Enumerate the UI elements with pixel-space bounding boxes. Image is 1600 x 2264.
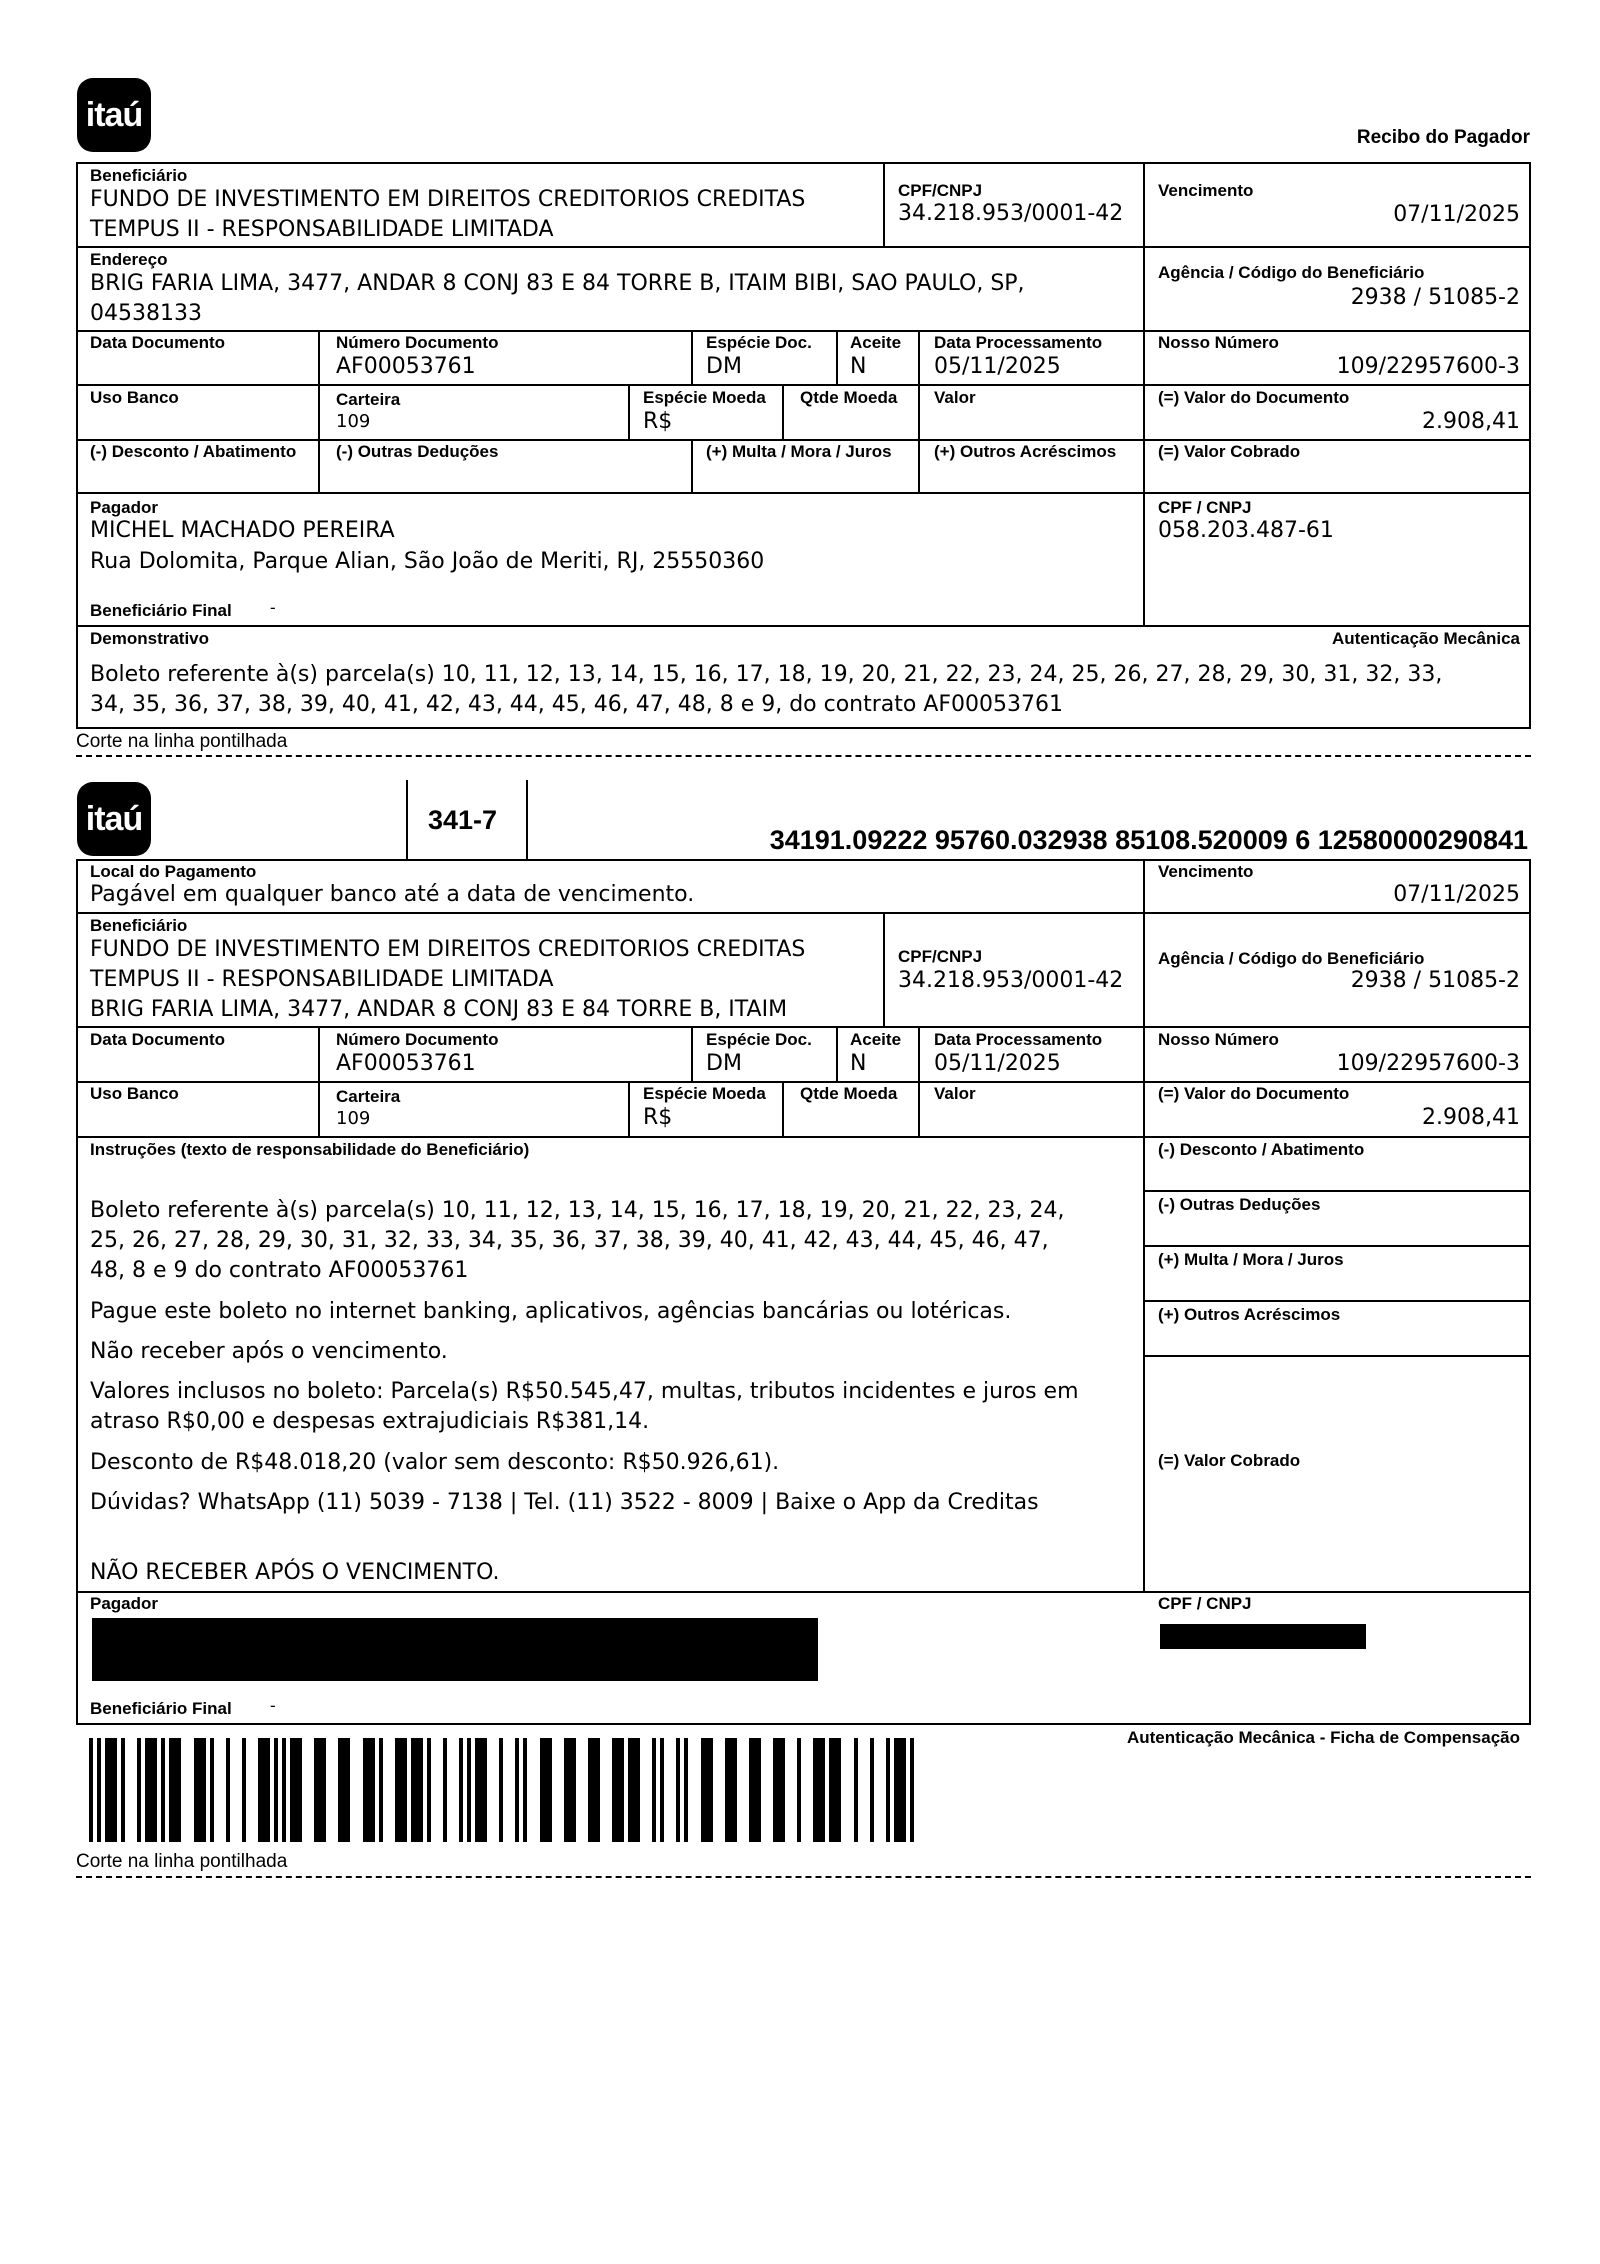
receipt-cnpj: 34.218.953/0001-42 (898, 201, 1124, 226)
receipt-data-proc-label: Data Processamento (934, 333, 1103, 352)
slip-benef-final-label: Beneficiário Final (90, 1699, 232, 1718)
receipt-valor-cobrado-label: (=) Valor Cobrado (1158, 442, 1301, 461)
receipt-carteira-label: Carteira (336, 390, 401, 409)
slip-vencimento-label: Vencimento (1158, 862, 1254, 881)
receipt-vencimento-label: Vencimento (1158, 181, 1254, 200)
barcode-bar (858, 1738, 870, 1842)
slip-data-proc: 05/11/2025 (934, 1051, 1061, 1076)
receipt-nosso-num: 109/22957600-3 (1336, 354, 1520, 379)
slip-local: Pagável em qualquer banco até a data de vencimento. (90, 882, 695, 907)
barcode-bar (487, 1738, 499, 1842)
slip-nosso-num-label: Nosso Número (1158, 1030, 1279, 1049)
barcode-bar (540, 1738, 552, 1842)
slip-outras-ded-label: (-) Outras Deduções (1158, 1195, 1321, 1214)
receipt-pagador-nome: MICHEL MACHADO PEREIRA (90, 518, 395, 543)
receipt-outras-ded-label: (-) Outras Deduções (336, 442, 499, 461)
slip-instrucoes-label: Instruções (texto de responsabilidade do Beneficiário) (90, 1140, 530, 1159)
barcode-bar (169, 1738, 181, 1842)
slip-instr-valores-line-1: Valores inclusos no boleto: Parcela(s) R$50.545,47, multas, tributos incidentes e juros em (90, 1379, 1079, 1404)
receipt-outros-acr-label: (+) Outros Acréscimos (934, 442, 1117, 461)
slip-linha-digitavel: 34191.09222 95760.032938 85108.520009 6 12580000290841 (769, 825, 1528, 855)
receipt-especie-doc: DM (706, 354, 742, 379)
slip-especie-moeda-label: Espécie Moeda (643, 1084, 766, 1103)
receipt-carteira: 109 (336, 411, 371, 432)
slip-beneficiario-line-2: TEMPUS II - RESPONSABILIDADE LIMITADA (90, 967, 554, 992)
slip-num-doc-label: Número Documento (336, 1030, 499, 1049)
receipt-agencia-label: Agência / Código do Beneficiário (1158, 263, 1425, 282)
receipt-especie-moeda: R$ (643, 409, 673, 434)
cpf-redaction (1160, 1624, 1366, 1649)
barcode-bar (829, 1738, 841, 1842)
slip-instr-parcelas-line-1: Boleto referente à(s) parcela(s) 10, 11, 12, 13, 14, 15, 16, 17, 18, 19, 20, 21, 22, 23, 24, (90, 1198, 1065, 1223)
barcode-bar (145, 1738, 157, 1842)
barcode-bar (125, 1738, 137, 1842)
barcode-bar (664, 1738, 676, 1842)
slip-beneficiario-line-1: FUNDO DE INVESTIMENTO EM DIREITOS CREDITORIOS CREDITAS (90, 937, 806, 962)
slip-outros-acr-label: (+) Outros Acréscimos (1158, 1305, 1341, 1324)
barcode-bar (475, 1738, 487, 1842)
slip-data-doc-label: Data Documento (90, 1030, 226, 1049)
receipt-cpf: 058.203.487-61 (1158, 518, 1334, 543)
receipt-endereco-line-1: BRIG FARIA LIMA, 3477, ANDAR 8 CONJ 83 E 84 TORRE B, ITAIM BIBI, SAO PAULO, SP, (90, 271, 1025, 296)
barcode-bar (910, 1738, 914, 1842)
receipt-data-proc: 05/11/2025 (934, 354, 1061, 379)
cut-line (76, 755, 1531, 757)
slip-valor-doc-label: (=) Valor do Documento (1158, 1084, 1350, 1103)
slip-beneficiario-line-3: BRIG FARIA LIMA, 3477, ANDAR 8 CONJ 83 E 84 TORRE B, ITAIM (90, 997, 788, 1022)
barcode-bar (350, 1738, 362, 1842)
receipt-cpf-label: CPF / CNPJ (1158, 498, 1252, 517)
slip-desconto-label: (-) Desconto / Abatimento (1158, 1140, 1365, 1159)
slip-instr-final: NÃO RECEBER APÓS O VENCIMENTO. (90, 1560, 500, 1585)
barcode-bar (181, 1738, 193, 1842)
slip-instr-desconto: Desconto de R$48.018,20 (valor sem desconto: R$50.926,61). (90, 1450, 780, 1475)
receipt-beneficiario-line-1: FUNDO DE INVESTIMENTO EM DIREITOS CREDITORIOS CREDITAS (90, 187, 806, 212)
barcode-bar (314, 1738, 326, 1842)
receipt-qtde-moeda-label: Qtde Moeda (800, 388, 898, 407)
barcode-bar (725, 1738, 737, 1842)
slip-aceite: N (850, 1051, 867, 1076)
receipt-pagador-endereco: Rua Dolomita, Parque Alian, São João de Meriti, RJ, 25550360 (90, 549, 765, 574)
slip-valor-label: Valor (934, 1084, 976, 1103)
receipt-uso-banco-label: Uso Banco (90, 388, 179, 407)
itau-logo: itaú (77, 78, 151, 152)
barcode-bar (785, 1738, 797, 1842)
barcode (89, 1738, 915, 1842)
barcode-bar (640, 1738, 652, 1842)
barcode-bar (688, 1738, 700, 1842)
receipt-cnpj-label: CPF/CNPJ (898, 181, 983, 200)
barcode-bar (701, 1738, 713, 1842)
slip-instr-nao-receber: Não receber após o vencimento. (90, 1339, 448, 1364)
receipt-benef-final: - (270, 598, 276, 617)
barcode-bar (258, 1738, 270, 1842)
barcode-bar (761, 1738, 773, 1842)
slip-agencia: 2938 / 51085-2 (1350, 968, 1520, 993)
slip-valor-cobrado-label: (=) Valor Cobrado (1158, 1451, 1301, 1470)
barcode-bar (105, 1738, 117, 1842)
receipt-title: Recibo do Pagador (1356, 127, 1530, 148)
slip-carteira: 109 (336, 1108, 371, 1129)
receipt-beneficiario-line-2: TEMPUS II - RESPONSABILIDADE LIMITADA (90, 217, 554, 242)
slip-cnpj: 34.218.953/0001-42 (898, 968, 1124, 993)
receipt-autenticacao-label: Autenticação Mecânica (1331, 629, 1520, 648)
barcode-bar (612, 1738, 624, 1842)
cut-line-label: Corte na linha pontilhada (76, 731, 288, 752)
barcode-bar (246, 1738, 258, 1842)
receipt-desconto-label: (-) Desconto / Abatimento (90, 442, 297, 461)
barcode-bar (411, 1738, 423, 1842)
barcode-bar (552, 1738, 564, 1842)
receipt-endereco-label: Endereço (90, 250, 168, 269)
barcode-bar (194, 1738, 206, 1842)
barcode-bar (813, 1738, 825, 1842)
slip-agencia-label: Agência / Código do Beneficiário (1158, 949, 1425, 968)
barcode-bar (564, 1738, 576, 1842)
receipt-endereco-line-2: 04538133 (90, 301, 202, 326)
slip-carteira-label: Carteira (336, 1087, 401, 1106)
barcode-bar (588, 1738, 600, 1842)
receipt-aceite-label: Aceite (850, 333, 902, 352)
slip-autenticacao-label: Autenticação Mecânica - Ficha de Compensação (1126, 1728, 1520, 1747)
receipt-beneficiario-label: Beneficiário (90, 166, 188, 185)
barcode-bar (600, 1738, 612, 1842)
receipt-nosso-num-label: Nosso Número (1158, 333, 1279, 352)
receipt-aceite: N (850, 354, 867, 379)
receipt-demonstrativo-line-2: 34, 35, 36, 37, 38, 39, 40, 41, 42, 43, 44, 45, 46, 47, 48, 8 e 9, do contrato AF00053761 (90, 692, 1064, 717)
slip-nosso-num: 109/22957600-3 (1336, 1051, 1520, 1076)
receipt-demonstrativo-label: Demonstrativo (90, 629, 210, 648)
barcode-bar (431, 1738, 443, 1842)
receipt-num-doc-label: Número Documento (336, 333, 499, 352)
barcode-bar (801, 1738, 813, 1842)
receipt-especie-doc-label: Espécie Doc. (706, 333, 812, 352)
slip-instr-duvidas: Dúvidas? WhatsApp (11) 5039 - 7138 | Tel. (11) 3522 - 8009 | Baixe o App da Creditas (90, 1490, 1039, 1515)
slip-num-doc: AF00053761 (336, 1051, 476, 1076)
barcode-bar (894, 1738, 906, 1842)
slip-aceite-label: Aceite (850, 1030, 902, 1049)
receipt-data-doc-label: Data Documento (90, 333, 226, 352)
receipt-vencimento: 07/11/2025 (1393, 202, 1520, 227)
barcode-bar (713, 1738, 725, 1842)
barcode-bar (326, 1738, 338, 1842)
barcode-bar (363, 1738, 375, 1842)
slip-cnpj-label: CPF/CNPJ (898, 947, 983, 966)
slip-uso-banco-label: Uso Banco (90, 1084, 179, 1103)
slip-pagador-label: Pagador (90, 1594, 159, 1613)
slip-multa-label: (+) Multa / Mora / Juros (1158, 1250, 1344, 1269)
itau-logo-slip: itaú (77, 782, 151, 856)
slip-bank-code: 341-7 (428, 805, 498, 835)
slip-beneficiario-label: Beneficiário (90, 916, 188, 935)
receipt-benef-final-label: Beneficiário Final (90, 601, 232, 620)
barcode-bar (214, 1738, 226, 1842)
receipt-pagador-label: Pagador (90, 498, 159, 517)
slip-especie-doc: DM (706, 1051, 742, 1076)
barcode-bar (290, 1738, 302, 1842)
slip-data-proc-label: Data Processamento (934, 1030, 1103, 1049)
pagador-redaction (92, 1618, 818, 1681)
barcode-bar (576, 1738, 588, 1842)
barcode-bar (841, 1738, 853, 1842)
slip-instr-parcelas-line-3: 48, 8 e 9 do contrato AF00053761 (90, 1258, 469, 1283)
receipt-especie-moeda-label: Espécie Moeda (643, 388, 766, 407)
barcode-bar (447, 1738, 459, 1842)
slip-especie-doc-label: Espécie Doc. (706, 1030, 812, 1049)
receipt-num-doc: AF00053761 (336, 354, 476, 379)
receipt-multa-label: (+) Multa / Mora / Juros (706, 442, 892, 461)
receipt-agencia: 2938 / 51085-2 (1350, 285, 1520, 310)
slip-qtde-moeda-label: Qtde Moeda (800, 1084, 898, 1103)
barcode-bar (527, 1738, 539, 1842)
cut-line-label-2: Corte na linha pontilhada (76, 1851, 288, 1872)
slip-instr-parcelas-line-2: 25, 26, 27, 28, 29, 30, 31, 32, 33, 34, 35, 36, 37, 38, 39, 40, 41, 42, 43, 44, 45, 46, 47, (90, 1228, 1049, 1253)
barcode-bar (628, 1738, 640, 1842)
cut-line-2 (76, 1876, 1531, 1878)
barcode-bar (338, 1738, 350, 1842)
barcode-bar (773, 1738, 785, 1842)
barcode-bar (874, 1738, 886, 1842)
slip-cpf-label: CPF / CNPJ (1158, 1594, 1252, 1613)
barcode-bar (230, 1738, 242, 1842)
barcode-bar (737, 1738, 749, 1842)
barcode-bar (395, 1738, 407, 1842)
slip-especie-moeda: R$ (643, 1105, 673, 1130)
slip-benef-final: - (270, 1696, 276, 1715)
barcode-bar (383, 1738, 395, 1842)
slip-vencimento: 07/11/2025 (1393, 882, 1520, 907)
slip-instr-pague: Pague este boleto no internet banking, aplicativos, agências bancárias ou lotéricas. (90, 1299, 1012, 1324)
barcode-bar (302, 1738, 314, 1842)
slip-instr-valores-line-2: atraso R$0,00 e despesas extrajudiciais R$381,14. (90, 1409, 650, 1434)
receipt-valor-doc: 2.908,41 (1422, 409, 1520, 434)
slip-local-label: Local do Pagamento (90, 862, 257, 881)
barcode-bar (503, 1738, 515, 1842)
receipt-demonstrativo-line-1: Boleto referente à(s) parcela(s) 10, 11, 12, 13, 14, 15, 16, 17, 18, 19, 20, 21, 22, 23, 24, 25, 26, 27, 28, 29, 30, 31, 32, 33, (90, 662, 1443, 687)
slip-valor-doc: 2.908,41 (1422, 1105, 1520, 1130)
receipt-valor-label: Valor (934, 388, 976, 407)
receipt-valor-doc-label: (=) Valor do Documento (1158, 388, 1350, 407)
barcode-bar (749, 1738, 761, 1842)
